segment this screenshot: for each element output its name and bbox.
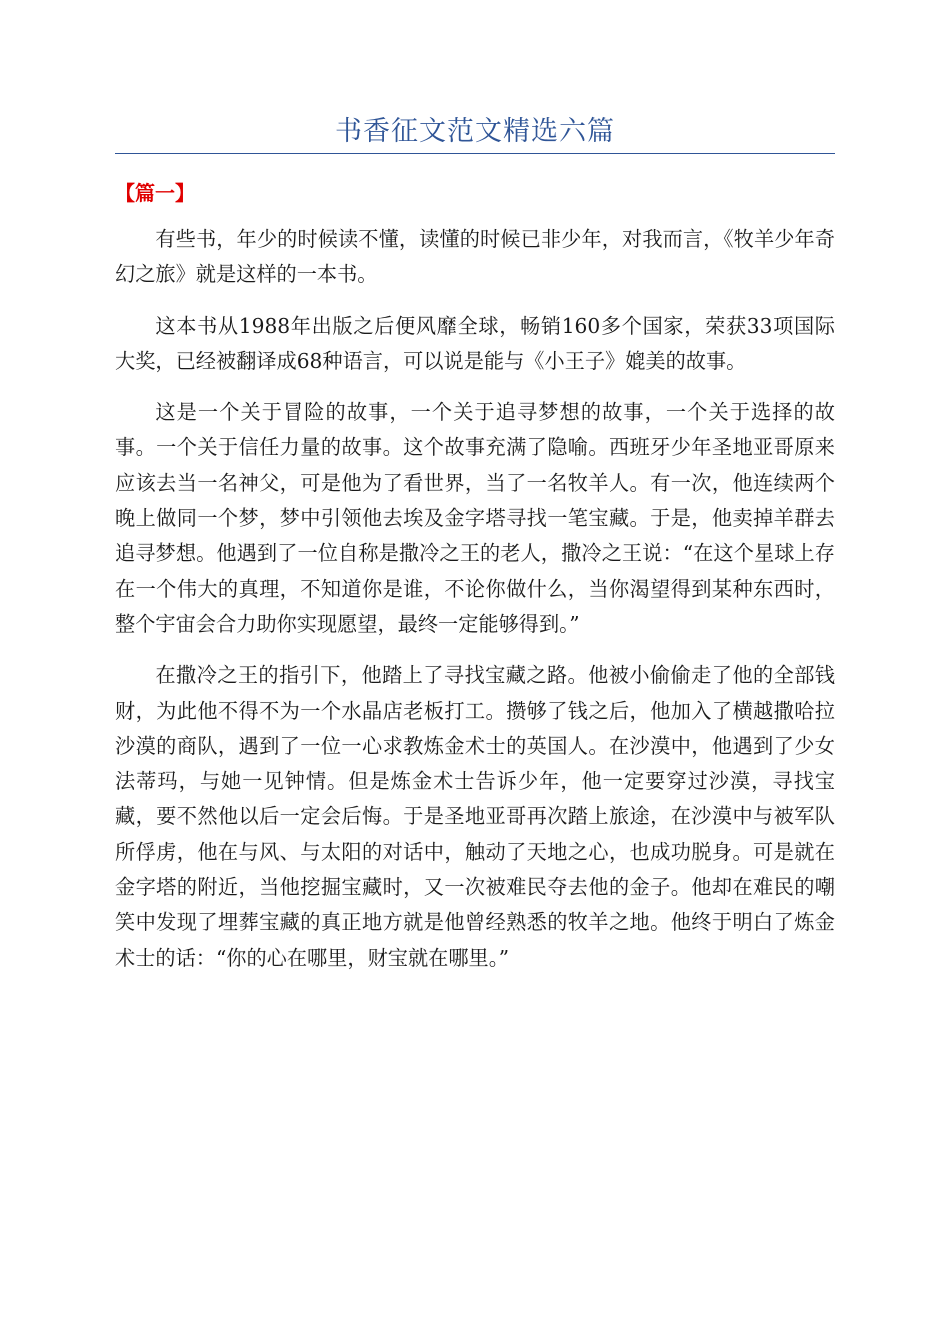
title-underline [115, 153, 835, 154]
paragraph-3: 这是一个关于冒险的故事，一个关于追寻梦想的故事，一个关于选择的故事。一个关于信任力量的故事。这个故事充满了隐喻。西班牙少年圣地亚哥原来应该去当一名神父，可是他为了看世界，当了一名牧羊人。有一次，他连续两个晚上做同一个梦，梦中引领他去埃及金字塔寻找一笔宝藏。于是，他卖掉羊群去追寻梦想。他遇到了一位自称是撒冷之王的老人，撒冷之王说：“在这个星球上存在一个伟大的真理，不知道你是谁，不论你做什么，当你渴望得到某种东西时，整个宇宙会合力助你实现愿望，最终一定能够得到。” [115, 400, 835, 636]
section-heading: 【篇一】 [115, 181, 195, 205]
paragraph-4: 在撒冷之王的指引下，他踏上了寻找宝藏之路。他被小偷偷走了他的全部钱财，为此他不得不为一个水晶店老板打工。攒够了钱之后，他加入了横越撒哈拉沙漠的商队，遇到了一位一心求教炼金术士的英国人。在沙漠中，他遇到了少女法蒂玛，与她一见钟情。但是炼金术士告诉少年，他一定要穿过沙漠，寻找宝藏，要不然他以后一定会后悔。于是圣地亚哥再次踏上旅途，在沙漠中与被军队所俘虏，他在与风、与太阳的对话中，触动了天地之心，也成功脱身。可是就在金字塔的附近，当他挖掘宝藏时，又一次被难民夺去他的金子。他却在难民的嘲笑中发现了埋葬宝藏的真正地方就是他曾经熟悉的牧羊之地。他终于明白了炼金术士的话：“你的心在哪里，财宝就在哪里。” [115, 663, 835, 970]
article-body [115, 222, 835, 992]
paragraph-1: 有些书，年少的时候读不懂，读懂的时候已非少年，对我而言，《牧羊少年奇幻之旅》就是这样的一本书。 [115, 227, 835, 287]
paragraph-2: 这本书从1988年出版之后便风靡全球，畅销160多个国家，荣获33项国际大奖，已经被翻译成68种语言，可以说是能与《小王子》媲美的故事。 [115, 313, 835, 373]
document-title: 书香征文范文精选六篇 [335, 116, 615, 147]
